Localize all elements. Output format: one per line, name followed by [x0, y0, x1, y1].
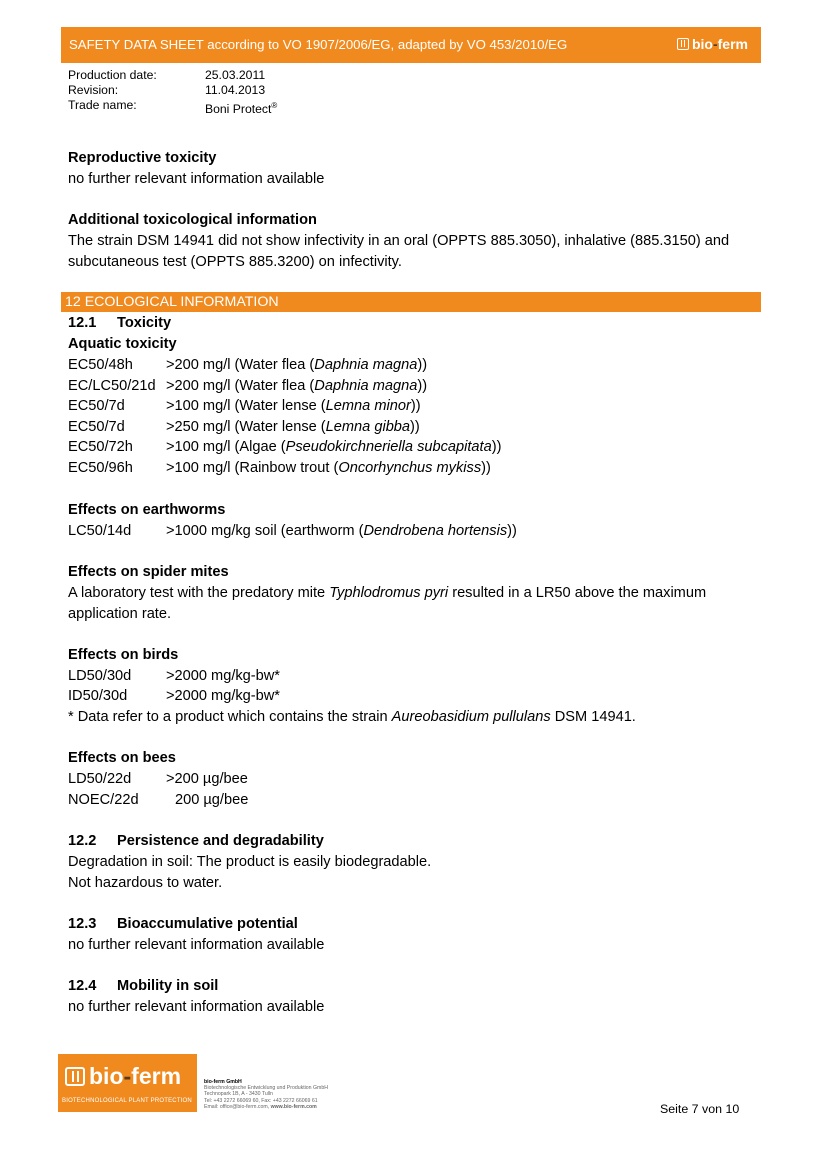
section-12-4-heading: 12.4 Mobility in soil [68, 978, 219, 994]
section-12-2-line1: Degradation in soil: The product is easily biodegradable. [68, 854, 432, 870]
birds-footnote: * Data refer to a product which contains the strain Aureobasidium pullulans DSM 14941. [68, 709, 636, 725]
section-12-3-text: no further relevant information available [68, 937, 325, 953]
additional-tox-line1: The strain DSM 14941 did not show infectivity in an oral (OPPTS 885.3050), inhalative (885.3150) and [68, 233, 730, 249]
bio-ferm-logo-icon [677, 38, 689, 50]
revision-label: Revision: [68, 83, 119, 97]
header-bar [61, 27, 761, 63]
aquatic-row: EC/LC50/21d >200 mg/l (Water flea (Daphnia magna)) [68, 377, 428, 394]
aquatic-row: EC50/7d >250 mg/l (Water lense (Lemna gibba)) [68, 418, 420, 435]
reproductive-toxicity-heading: Reproductive toxicity [68, 150, 217, 166]
footer-logo [58, 1054, 197, 1112]
section-12-4-text: no further relevant information available [68, 999, 325, 1015]
trade-name-value: Boni Protect® [205, 101, 278, 117]
reproductive-toxicity-text: no further relevant information available [68, 171, 325, 187]
birds-row: ID50/30d >2000 mg/kg-bw* [68, 688, 280, 704]
page-number: Seite 7 von 10 [660, 1102, 740, 1116]
bees-row: LD50/22d >200 µg/bee [68, 771, 248, 787]
footer-tagline: BIOTECHNOLOGICAL PLANT PROTECTION [62, 1098, 192, 1104]
bio-ferm-logo-icon [65, 1067, 85, 1086]
additional-tox-line2: subcutaneous test (OPPTS 885.3200) on infectivity. [68, 254, 402, 270]
header-logo: bio - ferm [677, 36, 748, 52]
birds-heading: Effects on birds [68, 647, 179, 663]
production-date-label: Production date: [68, 68, 157, 82]
footer-address: bio-ferm GmbH Biotechnologische Entwicklung und Produktion GmbH Technopark 1B, A - 3430 Tulln Tel: +43 2272 66069 60, Fax: +43 2272 66069 61 Email: office@bio-ferm.com, www.bio-ferm.com [204, 1079, 328, 1110]
document-meta [68, 68, 277, 117]
section-12-2-line2: Not hazardous to water. [68, 875, 223, 891]
aquatic-toxicity-heading: Aquatic toxicity [68, 336, 177, 352]
spider-mites-line1: A laboratory test with the predatory mite Typhlodromus pyri resulted in a LR50 above the maximum [68, 585, 707, 601]
section-12-bar [61, 292, 761, 312]
birds-row: LD50/30d >2000 mg/kg-bw* [68, 668, 280, 684]
section-12-3-heading: 12.3 Bioaccumulative potential [68, 916, 298, 932]
section-12-1-heading: 12.1 Toxicity [68, 315, 172, 331]
aquatic-row: EC50/96h >100 mg/l (Rainbow trout (Oncorhynchus mykiss)) [68, 459, 491, 476]
production-date-value: 25.03.2011 [205, 68, 266, 82]
earthworms-row: LC50/14d >1000 mg/kg soil (earthworm (Dendrobena hortensis)) [68, 523, 517, 539]
bees-heading: Effects on bees [68, 750, 176, 766]
spider-mites-line2: application rate. [68, 606, 172, 622]
footer-brand: bio - ferm [65, 1063, 181, 1090]
aquatic-row: EC50/7d >100 mg/l (Water lense (Lemna minor)) [68, 398, 421, 415]
revision-value: 11.04.2013 [205, 83, 266, 97]
header-title: SAFETY DATA SHEET according to VO 1907/2006/EG, adapted by VO 453/2010/EG [69, 37, 568, 52]
aquatic-row: EC50/72h >100 mg/l (Algae (Pseudokirchneriella subcapitata)) [68, 439, 502, 456]
earthworms-heading: Effects on earthworms [68, 502, 226, 518]
spider-mites-heading: Effects on spider mites [68, 564, 229, 580]
additional-tox-heading: Additional toxicological information [68, 212, 317, 228]
trade-name-label: Trade name: [68, 98, 137, 112]
bees-row: NOEC/22d 200 µg/bee [68, 792, 249, 808]
aquatic-row: EC50/48h >200 mg/l (Water flea (Daphnia magna)) [68, 357, 428, 373]
aquatic-toxicity-table [68, 355, 501, 479]
section-12-2-heading: 12.2 Persistence and degradability [68, 833, 324, 849]
section-12-title: 12 ECOLOGICAL INFORMATION [65, 294, 279, 310]
